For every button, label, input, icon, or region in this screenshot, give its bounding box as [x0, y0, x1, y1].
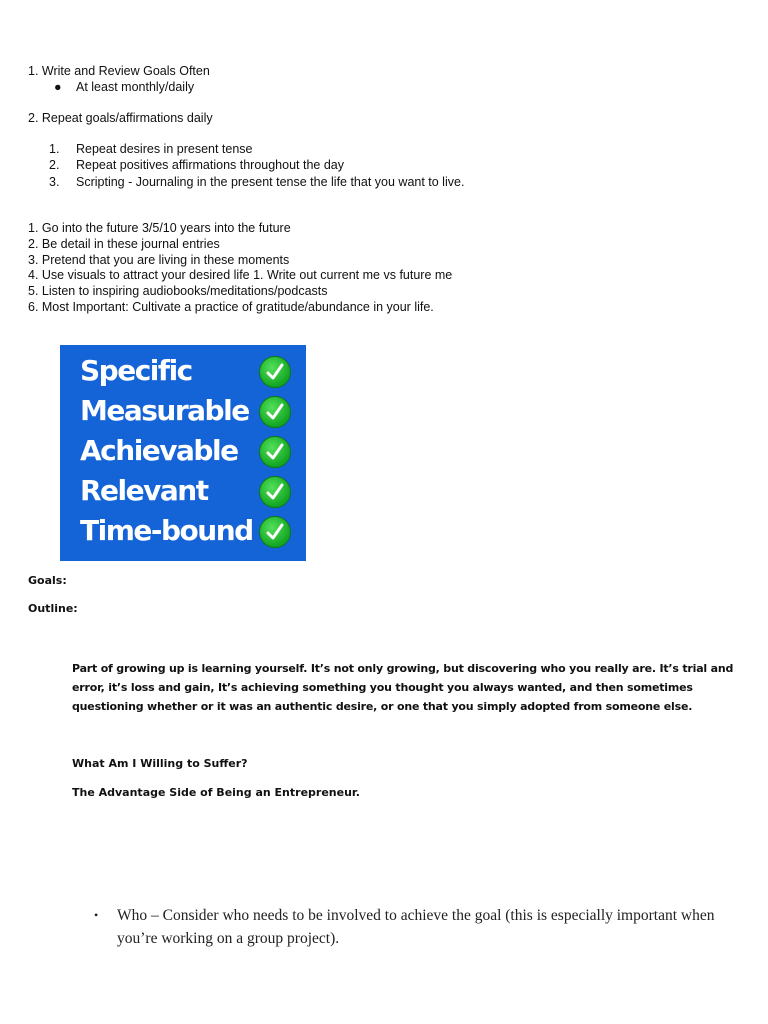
item-number: 1.: [49, 142, 60, 156]
checkmark-icon: [259, 396, 291, 428]
section2-title: 2. Repeat goals/affirmations daily: [28, 111, 213, 125]
checkmark-icon: [259, 476, 291, 508]
section1-title: 1. Write and Review Goals Often: [28, 64, 210, 78]
smart-word: Relevant: [80, 474, 208, 507]
bullet-dot: •: [94, 908, 99, 922]
list-line: 2. Be detail in these journal entries: [28, 236, 220, 251]
smart-word: Measurable: [80, 394, 249, 427]
list-line: 5. Listen to inspiring audiobooks/meditations/podcasts: [28, 284, 328, 299]
smart-row: [80, 353, 300, 393]
smart-row: [80, 393, 300, 433]
smart-row: [80, 433, 300, 473]
list-line: 1. Go into the future 3/5/10 years into the future: [28, 221, 291, 235]
checkmark-icon: [259, 516, 291, 548]
item-number: 2.: [49, 158, 60, 173]
outline-label: Outline:: [28, 602, 78, 615]
item-text: Repeat positives affirmations throughout the day: [76, 158, 344, 173]
item-text: Repeat desires in present tense: [76, 142, 253, 156]
smart-row: [80, 513, 300, 553]
checkmark-icon: [259, 356, 291, 388]
list-line: 4. Use visuals to attract your desired life 1. Write out current me vs future me: [28, 268, 453, 283]
list-line: 6. Most Important: Cultivate a practice of gratitude/abundance in your life.: [28, 299, 434, 314]
section3-list: [28, 221, 452, 316]
bullet-dot: ●: [54, 80, 62, 94]
smart-word: Specific: [80, 354, 192, 387]
checkmark-icon: [259, 436, 291, 468]
goals-label: Goals:: [28, 574, 67, 587]
bullet-text: At least monthly/daily: [76, 80, 195, 94]
advantage-heading: The Advantage Side of Being an Entrepreneur.: [72, 786, 360, 799]
suffer-heading: What Am I Willing to Suffer?: [72, 757, 248, 770]
smart-word: Time-bound: [80, 514, 253, 547]
smart-goals-image: [60, 345, 306, 561]
smart-row: [80, 473, 300, 513]
item-text: Scripting - Journaling in the present tense the life that you want to live.: [76, 174, 465, 189]
item-number: 3.: [49, 174, 60, 189]
list-line: 3. Pretend that you are living in these moments: [28, 252, 290, 267]
who-text: Who – Consider who needs to be involved to achieve the goal (this is especially important when you’re working on a group project).: [117, 907, 715, 947]
smart-word: Achievable: [80, 434, 238, 467]
intro-paragraph: Part of growing up is learning yourself. It’s not only growing, but discovering who you really are. It’s trial and error, it’s loss and gain, It’s achieving something you thought you always wanted, and then sometimes questioning whether or it was an authentic desire, or one that you simply adopted from someone else.: [72, 662, 734, 713]
